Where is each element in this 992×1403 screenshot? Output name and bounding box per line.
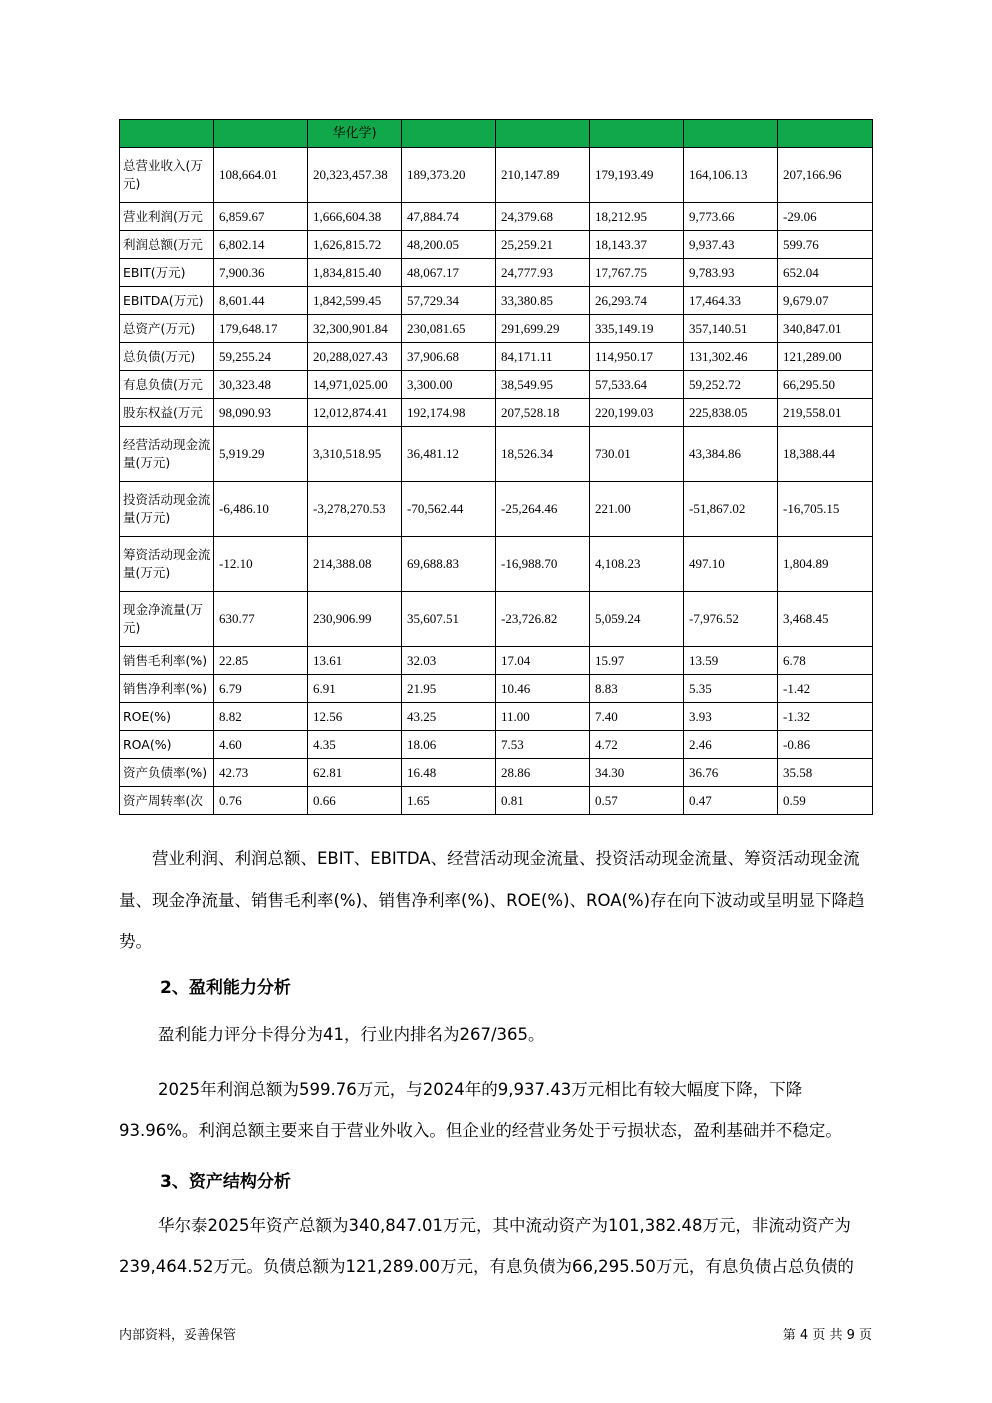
table-cell: 62.81 [308, 759, 402, 787]
table-row [120, 703, 873, 731]
table-cell: -7,976.52 [684, 592, 778, 647]
row-label: 销售净利率(%) [120, 675, 214, 703]
table-cell: 5,919.29 [214, 427, 308, 482]
table-cell: 5,059.24 [590, 592, 684, 647]
table-cell: 0.76 [214, 787, 308, 815]
row-label: 销售毛利率(%) [120, 647, 214, 675]
table-cell: 57,729.34 [402, 287, 496, 315]
table-cell: 0.59 [778, 787, 873, 815]
table-cell: 131,302.46 [684, 343, 778, 371]
table-cell: 0.66 [308, 787, 402, 815]
table-cell: 69,688.83 [402, 537, 496, 592]
header-cell [120, 120, 214, 148]
table-cell: 220,199.03 [590, 399, 684, 427]
table-cell: 189,373.20 [402, 148, 496, 203]
table-cell: 48,200.05 [402, 231, 496, 259]
table-cell: 18.06 [402, 731, 496, 759]
table-cell: 26,293.74 [590, 287, 684, 315]
table-row [120, 399, 873, 427]
profitability-score-paragraph: 盈利能力评分卡得分为41，行业内排名为267/365。 [158, 1025, 545, 1044]
table-cell: 9,679.07 [778, 287, 873, 315]
table-cell: 18,143.37 [590, 231, 684, 259]
table-cell: 38,549.95 [496, 371, 590, 399]
table-cell: 7.53 [496, 731, 590, 759]
table-cell: 335,149.19 [590, 315, 684, 343]
table-cell: 179,648.17 [214, 315, 308, 343]
table-cell: 6.91 [308, 675, 402, 703]
table-cell: 179,193.49 [590, 148, 684, 203]
table-cell: 10.46 [496, 675, 590, 703]
table-cell: 1,804.89 [778, 537, 873, 592]
table-cell: 225,838.05 [684, 399, 778, 427]
table-cell: 0.57 [590, 787, 684, 815]
table-cell: 59,255.24 [214, 343, 308, 371]
table-cell: 20,288,027.43 [308, 343, 402, 371]
table-row [120, 592, 873, 647]
table-cell: 9,937.43 [684, 231, 778, 259]
table-cell: 7.40 [590, 703, 684, 731]
table-cell: 43.25 [402, 703, 496, 731]
table-cell: 12.56 [308, 703, 402, 731]
table-cell: 57,533.64 [590, 371, 684, 399]
table-cell: 207,528.18 [496, 399, 590, 427]
table-cell: 36.76 [684, 759, 778, 787]
table-cell: 1,666,604.38 [308, 203, 402, 231]
table-row [120, 537, 873, 592]
table-cell: 59,252.72 [684, 371, 778, 399]
section-heading-asset-structure: 3、资产结构分析 [160, 1172, 291, 1192]
table-cell: 1.65 [402, 787, 496, 815]
table-cell: 3,310,518.95 [308, 427, 402, 482]
table-cell: 15.97 [590, 647, 684, 675]
table-cell: 1,842,599.45 [308, 287, 402, 315]
asset-structure-paragraph: 华尔泰2025年资产总额为340,847.01万元，其中流动资产为101,382.48万元，非流动资产为239,464.52万元。负债总额为121,289.00万元，有息负债为66,295.50万元，有息负债占总负债的 [119, 1216, 854, 1276]
table-row [120, 231, 873, 259]
header-cell [496, 120, 590, 148]
row-label: EBIT(万元) [120, 259, 214, 287]
header-cell [684, 120, 778, 148]
table-row [120, 482, 873, 537]
table-cell: 4.60 [214, 731, 308, 759]
table-cell: -1.42 [778, 675, 873, 703]
table-cell: 30,323.48 [214, 371, 308, 399]
table-cell: 17,464.33 [684, 287, 778, 315]
table-row [120, 315, 873, 343]
table-row [120, 148, 873, 203]
table-cell: 18,526.34 [496, 427, 590, 482]
table-cell: -6,486.10 [214, 482, 308, 537]
table-row [120, 427, 873, 482]
row-label: 营业利润(万元 [120, 203, 214, 231]
table-cell: 2.46 [684, 731, 778, 759]
table-cell: 3.93 [684, 703, 778, 731]
table-cell: 35,607.51 [402, 592, 496, 647]
table-cell: 230,081.65 [402, 315, 496, 343]
table-row [120, 371, 873, 399]
table-cell: 6.78 [778, 647, 873, 675]
table-cell: 599.76 [778, 231, 873, 259]
financial-table [119, 119, 873, 815]
table-cell: 98,090.93 [214, 399, 308, 427]
table-cell: 6.79 [214, 675, 308, 703]
footer-confidential-note: 内部资料，妥善保管 [119, 1328, 237, 1343]
table-cell: 3,468.45 [778, 592, 873, 647]
table-cell: 214,388.08 [308, 537, 402, 592]
table-cell: 630.77 [214, 592, 308, 647]
table-cell: 28.86 [496, 759, 590, 787]
table-row [120, 647, 873, 675]
table-cell: 357,140.51 [684, 315, 778, 343]
table-cell: 652.04 [778, 259, 873, 287]
row-label: 经营活动现金流量(万元) [120, 427, 214, 482]
table-cell: 114,950.17 [590, 343, 684, 371]
table-row [120, 675, 873, 703]
table-cell: 207,166.96 [778, 148, 873, 203]
table-cell: 11.00 [496, 703, 590, 731]
table-cell: 219,558.01 [778, 399, 873, 427]
table-cell: -12.10 [214, 537, 308, 592]
table-row [120, 731, 873, 759]
table-cell: 291,699.29 [496, 315, 590, 343]
header-cell: 华化学) [308, 120, 402, 148]
table-cell: 192,174.98 [402, 399, 496, 427]
table-cell: -16,705.15 [778, 482, 873, 537]
table-cell: 497.10 [684, 537, 778, 592]
row-label: 有息负债(万元 [120, 371, 214, 399]
table-cell: -0.86 [778, 731, 873, 759]
table-cell: 25,259.21 [496, 231, 590, 259]
table-cell: 17.04 [496, 647, 590, 675]
table-cell: 43,384.86 [684, 427, 778, 482]
table-cell: 108,664.01 [214, 148, 308, 203]
table-cell: -3,278,270.53 [308, 482, 402, 537]
header-cell [214, 120, 308, 148]
row-label: 现金净流量(万元) [120, 592, 214, 647]
table-cell: 42.73 [214, 759, 308, 787]
table-cell: 0.81 [496, 787, 590, 815]
footer-page-number: 第 4 页 共 9 页 [782, 1328, 872, 1343]
table-cell: 33,380.85 [496, 287, 590, 315]
table-cell: 84,171.11 [496, 343, 590, 371]
table-cell: 4.35 [308, 731, 402, 759]
header-cell [590, 120, 684, 148]
table-cell: 32.03 [402, 647, 496, 675]
table-cell: 14,971,025.00 [308, 371, 402, 399]
row-label: 投资活动现金流量(万元) [120, 482, 214, 537]
table-cell: 5.35 [684, 675, 778, 703]
table-cell: 35.58 [778, 759, 873, 787]
row-label: 总资产(万元) [120, 315, 214, 343]
table-cell: 18,212.95 [590, 203, 684, 231]
table-cell: -70,562.44 [402, 482, 496, 537]
table-header-row [120, 120, 873, 148]
table-cell: -29.06 [778, 203, 873, 231]
table-cell: 730.01 [590, 427, 684, 482]
table-cell: 12,012,874.41 [308, 399, 402, 427]
table-cell: 20,323,457.38 [308, 148, 402, 203]
table-cell: -16,988.70 [496, 537, 590, 592]
table-cell: 17,767.75 [590, 259, 684, 287]
row-label: ROA(%) [120, 731, 214, 759]
table-cell: 48,067.17 [402, 259, 496, 287]
row-label: 资产负债率(%) [120, 759, 214, 787]
table-cell: 24,379.68 [496, 203, 590, 231]
table-cell: 13.61 [308, 647, 402, 675]
row-label: ROE(%) [120, 703, 214, 731]
row-label: 总营业收入(万元) [120, 148, 214, 203]
table-cell: 9,783.93 [684, 259, 778, 287]
table-cell: 6,802.14 [214, 231, 308, 259]
table-cell: 121,289.00 [778, 343, 873, 371]
table-row [120, 203, 873, 231]
section-heading-profitability: 2、盈利能力分析 [160, 978, 291, 998]
table-cell: 164,106.13 [684, 148, 778, 203]
summary-paragraph: 营业利润、利润总额、EBIT、EBITDA、经营活动现金流量、投资活动现金流量、筹资活动现金流量、现金净流量、销售毛利率(%)、销售净利率(%)、ROE(%)、ROA(%)存在向下波动或呈明显下降趋势。 [119, 849, 865, 951]
table-cell: 8.83 [590, 675, 684, 703]
table-cell: 4,108.23 [590, 537, 684, 592]
row-label: 筹资活动现金流量(万元) [120, 537, 214, 592]
table-cell: 13.59 [684, 647, 778, 675]
table-cell: 34.30 [590, 759, 684, 787]
table-cell: -1.32 [778, 703, 873, 731]
table-cell: 8.82 [214, 703, 308, 731]
table-cell: -51,867.02 [684, 482, 778, 537]
table-cell: 1,834,815.40 [308, 259, 402, 287]
row-label: 资产周转率(次 [120, 787, 214, 815]
row-label: 利润总额(万元 [120, 231, 214, 259]
row-label: EBITDA(万元) [120, 287, 214, 315]
table-cell: 6,859.67 [214, 203, 308, 231]
table-row [120, 343, 873, 371]
row-label: 股东权益(万元 [120, 399, 214, 427]
table-cell: 8,601.44 [214, 287, 308, 315]
table-cell: -25,264.46 [496, 482, 590, 537]
table-row [120, 787, 873, 815]
table-row [120, 259, 873, 287]
table-cell: 21.95 [402, 675, 496, 703]
row-label: 总负债(万元) [120, 343, 214, 371]
profit-analysis-paragraph: 2025年利润总额为599.76万元，与2024年的9,937.43万元相比有较大幅度下降，下降93.96%。利润总额主要来自于营业外收入。但企业的经营业务处于亏损状态，盈利基础并不稳定。 [119, 1080, 842, 1140]
table-cell: 210,147.89 [496, 148, 590, 203]
table-cell: 0.47 [684, 787, 778, 815]
table-cell: 24,777.93 [496, 259, 590, 287]
table-cell: 22.85 [214, 647, 308, 675]
table-cell: 1,626,815.72 [308, 231, 402, 259]
table-cell: 18,388.44 [778, 427, 873, 482]
table-cell: 66,295.50 [778, 371, 873, 399]
table-row [120, 759, 873, 787]
table-cell: 36,481.12 [402, 427, 496, 482]
table-cell: 230,906.99 [308, 592, 402, 647]
table-cell: 340,847.01 [778, 315, 873, 343]
header-cell [778, 120, 873, 148]
table-cell: 16.48 [402, 759, 496, 787]
table-cell: 3,300.00 [402, 371, 496, 399]
table-cell: 47,884.74 [402, 203, 496, 231]
table-cell: 221.00 [590, 482, 684, 537]
table-cell: 4.72 [590, 731, 684, 759]
table-row [120, 287, 873, 315]
table-cell: 7,900.36 [214, 259, 308, 287]
table-cell: 9,773.66 [684, 203, 778, 231]
table-cell: 32,300,901.84 [308, 315, 402, 343]
header-cell [402, 120, 496, 148]
table-cell: 37,906.68 [402, 343, 496, 371]
table-cell: -23,726.82 [496, 592, 590, 647]
